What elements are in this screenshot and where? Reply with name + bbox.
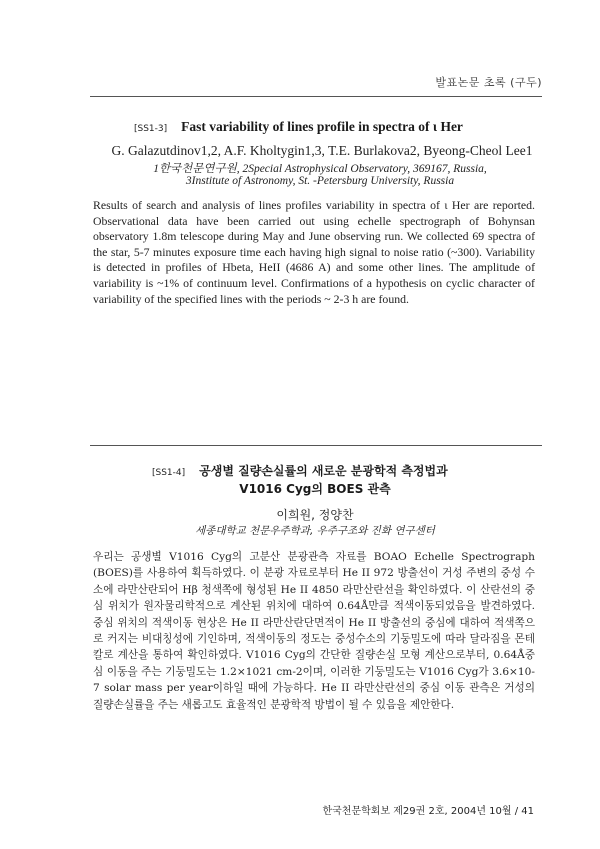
abstract1-title: Fast variability of lines profile in spectra of ι Her: [181, 119, 463, 134]
abstract2-authors: 이희원, 정양찬: [276, 508, 354, 522]
abstract2-title-line1: 공생별 질량손실률의 새로운 분광학적 측정법과: [199, 464, 448, 478]
abstract1-authors: G. Galazutdinov1,2, A.F. Kholtygin1,3, T.E. Burlakova2, Byeong-Cheol Lee1: [111, 143, 533, 158]
abstract1-affiliation-2: 3Institute of Astronomy, St. -Petersburg University, Russia: [185, 175, 455, 187]
abstract2-title-line2: V1016 Cyg의 BOES 관측: [239, 482, 391, 496]
abstract2-session-code: [SS1-4]: [152, 468, 186, 478]
abstract1-title-row: [134, 118, 514, 136]
abstract1-affiliation-1: 1한국천문연구원, 2Special Astrophysical Observatory, 369167, Russia,: [153, 163, 487, 175]
abstract1-session-code: [SS1-3]: [134, 124, 168, 134]
page-footer: 한국천문학회보 제29권 2호, 2004년 10월 / 41: [322, 806, 534, 817]
section-divider: [90, 445, 542, 446]
header-rule: [90, 96, 542, 97]
abstract1-body: Results of search and analysis of lines profiles variability in spectra of ι Her are reported. Observational data have been carried out using echelle spectrograph of Bohynsan observatory 1.8m telescope during May and June observing run. We collected 69 spectra of the star, 5-7 minutes exposure time each having high signal to noise ratio (~300). Variability is detected in profiles of Hbeta, HeII (4686 A) and some other lines. The amplitude of variability is ~1% of continuum level. Confirmations of a hypothesis on cyclic character of variability of the specified lines with the periods ~ 2-3 h are found.: [93, 198, 535, 306]
abstract2-affiliation: 세종대학교 천문우주학과, 우주구조와 진화 연구센터: [195, 525, 435, 537]
page-header-section: 발표논문 초록 (구두): [435, 76, 542, 89]
abstract2-title-row: [152, 462, 512, 480]
abstract2-body: 우리는 공생별 V1016 Cyg의 고분산 분광관측 자료를 BOAO Echelle Spectrograph (BOES)를 사용하여 획득하였다. 이 분광 자료로부터 He II 972 방출선이 거성 주변의 중성 수소에 라만산란되어 Hβ 청색쪽에 형성된 He II 4850 라만산란선을 확인하였다. 이 산란선의 중심 위치가 원자물리학적으로 계산된 위치에 대하여 0.64Å만큼 적색이동되었음을 발견하였다. 중심 위치의 적색이동 현상은 He II 라만산란단면적이 He II 방출선의 중심에 대하여 적색쪽으로 커지는 비대칭성에 기인하며, 적색이동의 정도는 중성수소의 기둥밀도에 따라 달라짐을 몬테칼로 계산을 통하여 확인하였다. V1016 Cyg의 간단한 질량손실 모형 계산으로부터, 0.64Å중심 이동을 주는 기둥밀도는 1.2×1021 cm-2이며, 이러한 기둥밀도는 V1016 Cyg가 3.6×10-7 solar mass per year이하일 때에 가능하다. He II 라만산란선의 중심 이동 관측은 거성의 질량손실률을 주는 새롭고도 효율적인 분광학적 방법이 될 수 있음을 제안한다.: [93, 551, 535, 711]
